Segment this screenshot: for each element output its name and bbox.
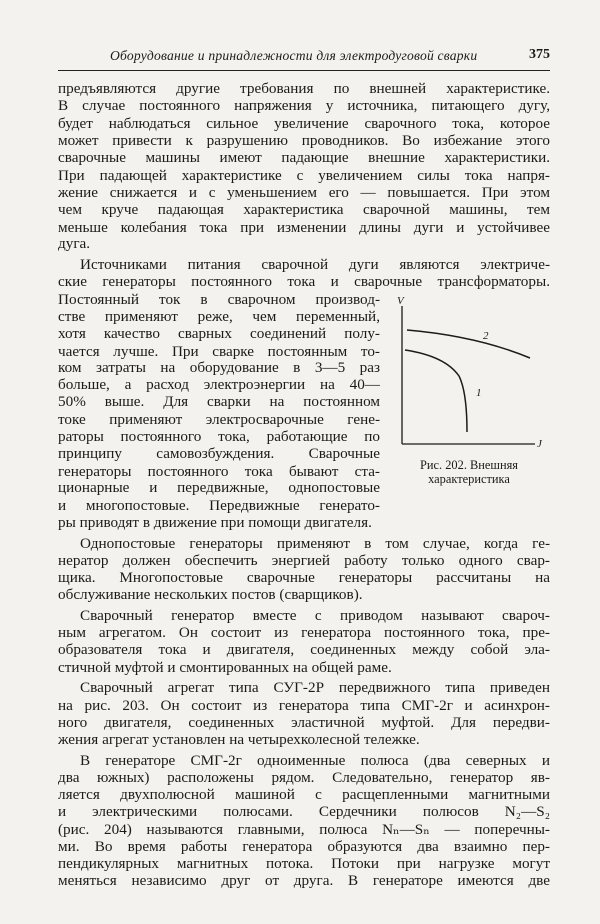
text-line: Сварочный генератор вместе с приводом называют свароч- (80, 607, 550, 624)
text-line: генераторы постоянного тока бывают ста- (58, 463, 380, 480)
text-line: Сварочный агрегат типа СУГ-2Р передвижного типа приведен (80, 679, 550, 696)
text-line: меньше колебания тока при изменении длины дуги и устойчивее (58, 219, 550, 236)
text-line: образователя тока и двигателя, соединенных между собой эла- (58, 641, 550, 658)
j-axis-label: J (537, 438, 542, 450)
external-characteristic-chart (385, 290, 553, 456)
text-line: жения агрегат установлен на четырехколесной тележке. (58, 731, 420, 748)
text-line: При падающей характеристике с увеличением силы тока напря- (58, 167, 550, 184)
figure-caption-line2: характеристика (428, 472, 510, 486)
text-line: ские генераторы постоянного тока и сварочные трансформаторы. (58, 273, 550, 290)
text-line: принципу самовозбуждения. Сварочные (58, 445, 380, 462)
text-line: дуга. (58, 235, 91, 252)
text-line: будет наблюдаться сильное увеличение сварочного тока, которое (58, 115, 550, 132)
text-line: В случае постоянного напряжения у источника, питающего дугу, (58, 97, 550, 114)
text-line: стичной муфтой и смонтированных на общей раме. (58, 659, 392, 676)
text-line: нератор должен обеспечить энергией работу только одного свар- (58, 552, 550, 569)
text-line: два южных) расположены рядом. Следовательно, генератор яв- (58, 769, 550, 786)
text-line: ком затраты на оборудование в 3—5 раз (58, 359, 380, 376)
curve-2-label: 2 (483, 330, 489, 342)
curve-1-label: 1 (476, 387, 482, 399)
text-line: и электрическими полюсами. Сердечники полюсов N₂—S₂ (58, 803, 550, 820)
text-line: может привести к разрушению проводников. Во избежание этого (58, 132, 550, 149)
text-line: предъявляются другие требования по внешней характеристике. (58, 80, 550, 97)
figure-caption-line1: Рис. 202. Внешняя (420, 458, 518, 472)
text-line: и многопостовые. Передвижные генерато- (58, 497, 380, 514)
text-line: больше, а расход электроэнергии на 40— (58, 376, 380, 393)
text-line: ры приводят в движение при помощи двигателя. (58, 514, 372, 531)
text-line: В генераторе СМГ-2г одноименные полюса (два северных и (80, 752, 550, 769)
text-line: ного двигателя, соединенных эластичной муфтой. Для передви- (58, 714, 550, 731)
text-line: Однопостовые генераторы применяют в том случае, когда ге- (80, 535, 550, 552)
text-line: Источниками питания сварочной дуги являются электриче- (80, 256, 550, 273)
text-line: чем круче падающая характеристика сварочной машины, тем (58, 201, 550, 218)
text-line: раторы постоянного тока, работающие по (58, 428, 380, 445)
v-axis-label: V (397, 295, 404, 307)
text-line: 50% выше. Для сварки на постоянном (58, 393, 380, 410)
text-line: токе применяют электросварочные гене- (58, 411, 380, 428)
curve-1 (405, 350, 467, 432)
text-line: (рис. 204) называются главными, полюса Nₙ—Sₙ — поперечны- (58, 821, 550, 838)
page-number: 375 (529, 47, 550, 62)
header-rule (58, 70, 550, 71)
text-line: ми. Во время работы генератора образуются два взаимно пер- (58, 838, 550, 855)
text-line: хотя качество сварных соединений полу- (58, 325, 380, 342)
text-line: ционарные и передвижные, однопостовые (58, 479, 380, 496)
text-line: щика. Многопостовые сварочные генераторы рассчитаны на (58, 569, 550, 586)
text-line: меняться независимо друг от друга. В генераторе имеются две (58, 872, 550, 889)
text-line: ным агрегатом. Он состоит из генератора постоянного тока, пре- (58, 624, 550, 641)
header-title: Оборудование и принадлежности для электродуговой сварки (110, 48, 478, 63)
running-header (58, 44, 550, 64)
text-line: жение снижается и с уменьшением его — повышается. При этом (58, 184, 550, 201)
text-line: на рис. 203. Он состоит из генератора типа СМГ-2г и асинхрон- (58, 697, 550, 714)
text-line: обслуживание нескольких постов (сварщиков). (58, 586, 363, 603)
text-line: ляется двухполюсной машиной с расщепленными магнитными (58, 786, 550, 803)
figure-202 (385, 290, 553, 490)
text-line: Постоянный ток в сварочном производ- (58, 291, 380, 308)
text-line: стве применяют реже, чем переменный, (58, 308, 380, 325)
text-line: пендикулярных магнитных потока. Потоки при нагрузке могут (58, 855, 550, 872)
text-line: сварочные машины имеют падающие внешние характеристики. (58, 149, 550, 166)
text-line: чается лучше. При сварке постоянным то- (58, 343, 380, 360)
